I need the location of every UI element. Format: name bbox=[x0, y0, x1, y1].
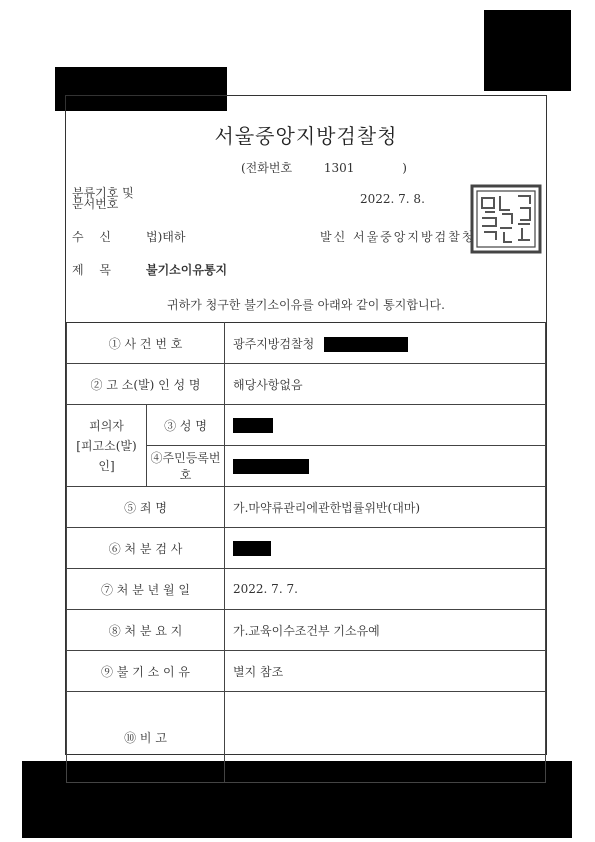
notice-text: 귀하가 청구한 불기소이유를 아래와 같이 통지합니다. bbox=[167, 298, 445, 312]
complainant-value: 해당사항없음 bbox=[225, 364, 546, 405]
disposition-date-label: ⑦ 처 분 년 월 일 bbox=[67, 569, 225, 610]
table-row bbox=[67, 569, 546, 610]
table-row bbox=[67, 692, 546, 783]
charge-value: 가.마약류관리에관한법률위반(대마) bbox=[225, 487, 546, 528]
doc-date: 2022. 7. 8. bbox=[360, 192, 425, 206]
disposition-date-value: 2022. 7. 7. bbox=[225, 569, 546, 610]
doc-number-label-line2: 문서번호 bbox=[72, 197, 119, 211]
remarks-value bbox=[225, 692, 546, 783]
table-row bbox=[67, 528, 546, 569]
redaction-top-right bbox=[484, 10, 571, 91]
suspect-name-label: ③ 성 명 bbox=[147, 405, 225, 446]
phone-label: (전화번호 bbox=[241, 161, 293, 175]
doc-number-label bbox=[72, 188, 134, 210]
case-number-value bbox=[225, 323, 546, 364]
reason-value: 별지 참조 bbox=[225, 651, 546, 692]
suspect-label bbox=[67, 405, 147, 487]
official-seal-icon bbox=[470, 184, 542, 254]
recipient-value: 법)태하 bbox=[146, 230, 186, 244]
suspect-label-line2: [피고소(발)인] bbox=[76, 438, 137, 473]
notice-table bbox=[66, 322, 546, 783]
case-number-office: 광주지방검찰청 bbox=[233, 336, 315, 351]
prosecutor-label: ⑥ 처 분 검 사 bbox=[67, 528, 225, 569]
prosecutor-value bbox=[225, 528, 546, 569]
disposition-summary-label: ⑧ 처 분 요 지 bbox=[67, 610, 225, 651]
agency-title: 서울중앙지방검찰청 bbox=[214, 124, 398, 148]
suspect-name-value bbox=[225, 405, 546, 446]
phone-line bbox=[241, 159, 407, 176]
phone-close: ) bbox=[402, 161, 407, 175]
phone-number: 1301 bbox=[323, 161, 355, 175]
redaction-rrn bbox=[233, 459, 309, 474]
rrn-label: ④주민등록번호 bbox=[147, 446, 225, 487]
table-row bbox=[67, 323, 546, 364]
remarks-label: ⑩ 비 고 bbox=[67, 692, 225, 783]
rrn-value bbox=[225, 446, 546, 487]
table-row bbox=[67, 487, 546, 528]
doc-number-label-line1: 분류기호 및 bbox=[72, 186, 134, 200]
redaction-case-number bbox=[324, 337, 408, 352]
table-row bbox=[67, 651, 546, 692]
suspect-label-line1: 피의자 bbox=[89, 418, 124, 433]
table-row bbox=[67, 610, 546, 651]
redaction-prosecutor bbox=[233, 541, 271, 556]
reason-label: ⑨ 불 기 소 이 유 bbox=[67, 651, 225, 692]
document-frame bbox=[65, 95, 547, 755]
disposition-summary-value: 가.교육이수조건부 기소유예 bbox=[225, 610, 546, 651]
case-number-label: ① 사 건 번 호 bbox=[67, 323, 225, 364]
recipient-label: 수 신 bbox=[72, 230, 117, 244]
charge-label: ⑤ 죄 명 bbox=[67, 487, 225, 528]
subject-value: 불기소이유통지 bbox=[146, 263, 228, 277]
table-row bbox=[67, 405, 546, 446]
sender-line: 발신 서울중앙지방검찰청 bbox=[320, 230, 476, 244]
table-row bbox=[67, 364, 546, 405]
redaction-suspect-name bbox=[233, 418, 273, 433]
subject-label: 제 목 bbox=[72, 263, 117, 277]
complainant-label: ② 고 소(발) 인 성 명 bbox=[67, 364, 225, 405]
